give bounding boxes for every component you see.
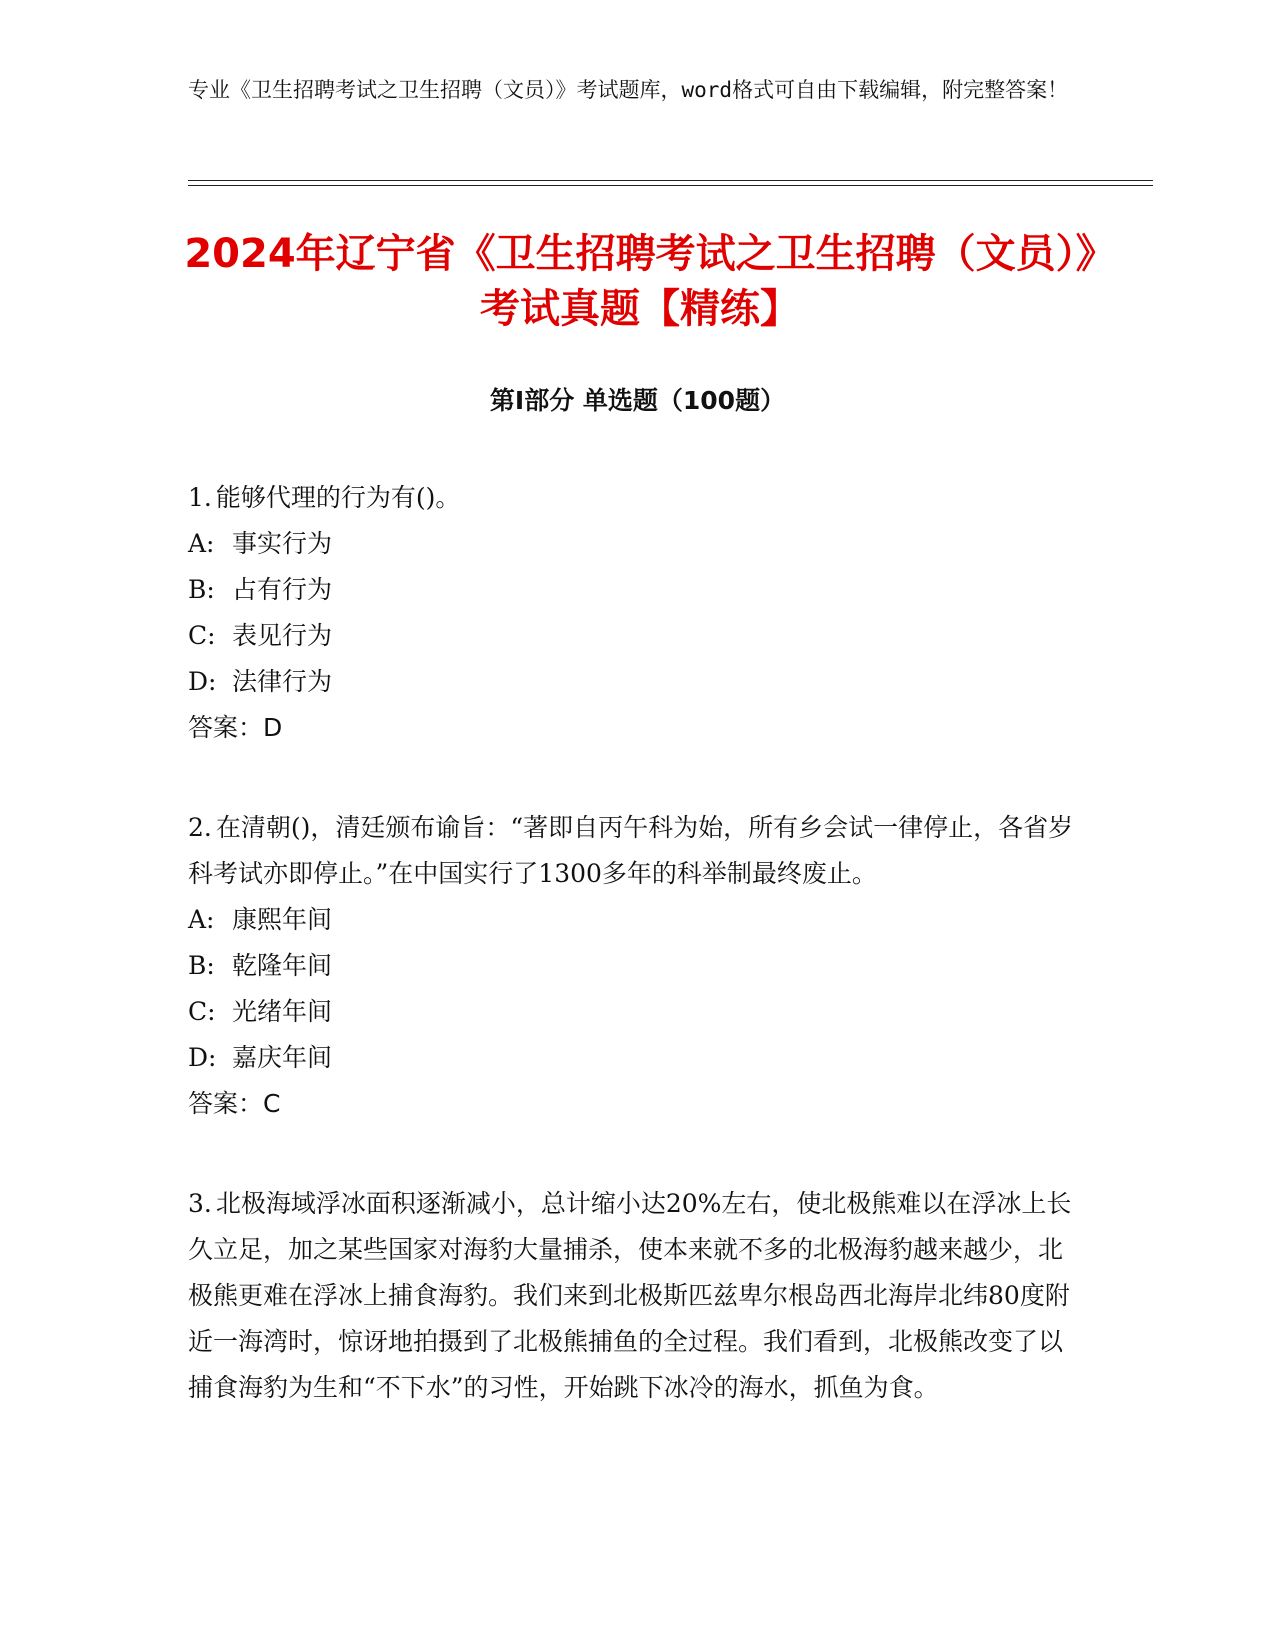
option-text: 嘉庆年间 [232, 1043, 333, 1072]
option-c [188, 989, 1078, 1035]
option-label: B: [188, 951, 215, 980]
option-b [188, 943, 1078, 989]
question-1 [188, 475, 1078, 751]
question-2 [188, 805, 1078, 1127]
option-text: 光绪年间 [232, 997, 333, 1026]
option-label: A: [188, 905, 215, 934]
section-heading: 第I部分 单选题（100题） [489, 386, 786, 415]
option-a [188, 897, 1078, 943]
option-text: 事实行为 [232, 529, 333, 558]
option-a [188, 521, 1078, 567]
question-number: 2. [188, 813, 212, 842]
question-text [188, 805, 1078, 897]
option-label: D: [188, 1043, 217, 1072]
option-label: C: [188, 621, 216, 650]
option-label: B: [188, 575, 215, 604]
question-body: 能够代理的行为有()。 [215, 483, 461, 512]
question-body: 在清朝()，清廷颁布谕旨：“著即自丙午科为始，所有乡会试一律停止，各省岁科考试亦即停止。”在中国实行了1300多年的科举制最终废止。 [188, 813, 1074, 888]
answer-line: 答案：D [188, 713, 283, 742]
option-d [188, 1035, 1078, 1081]
option-label: D: [188, 667, 217, 696]
question-3 [188, 1181, 1078, 1411]
option-text: 占有行为 [232, 575, 333, 604]
option-text: 法律行为 [232, 667, 333, 696]
option-label: A: [188, 529, 215, 558]
question-number: 3. [188, 1189, 212, 1218]
question-text [188, 475, 1078, 521]
option-text: 乾隆年间 [232, 951, 333, 980]
option-text: 康熙年间 [232, 905, 333, 934]
question-list [188, 475, 1078, 1465]
option-text: 表见行为 [232, 621, 333, 650]
option-b [188, 567, 1078, 613]
header-divider [188, 180, 1153, 186]
document-title: 2024年辽宁省《卫生招聘考试之卫生招聘（文员）》考试真题【精练】 [184, 231, 1096, 332]
header-note: 专业《卫生招聘考试之卫生招聘（文员）》考试题库，word格式可自由下载编辑，附完整答案！ [188, 78, 1069, 102]
question-number: 1. [188, 483, 212, 512]
option-d [188, 659, 1078, 705]
question-body: 北极海域浮冰面积逐渐减小，总计缩小达20%左右，使北极熊难以在浮冰上长久立足，加之某些国家对海豹大量捕杀，使本来就不多的北极海豹越来越少，北极熊更难在浮冰上捕食海豹。我们来到北极斯匹兹卑尔根岛西北海岸北纬80度附近一海湾时，惊讶地拍摄到了北极熊捕鱼的全过程。我们看到，北极熊改变了以捕食海豹为生和“不下水”的习性，开始跳下冰冷的海水，抓鱼为食。 [188, 1189, 1072, 1402]
option-label: C: [188, 997, 216, 1026]
answer-line: 答案：C [188, 1089, 281, 1118]
question-text [188, 1181, 1078, 1411]
option-c [188, 613, 1078, 659]
